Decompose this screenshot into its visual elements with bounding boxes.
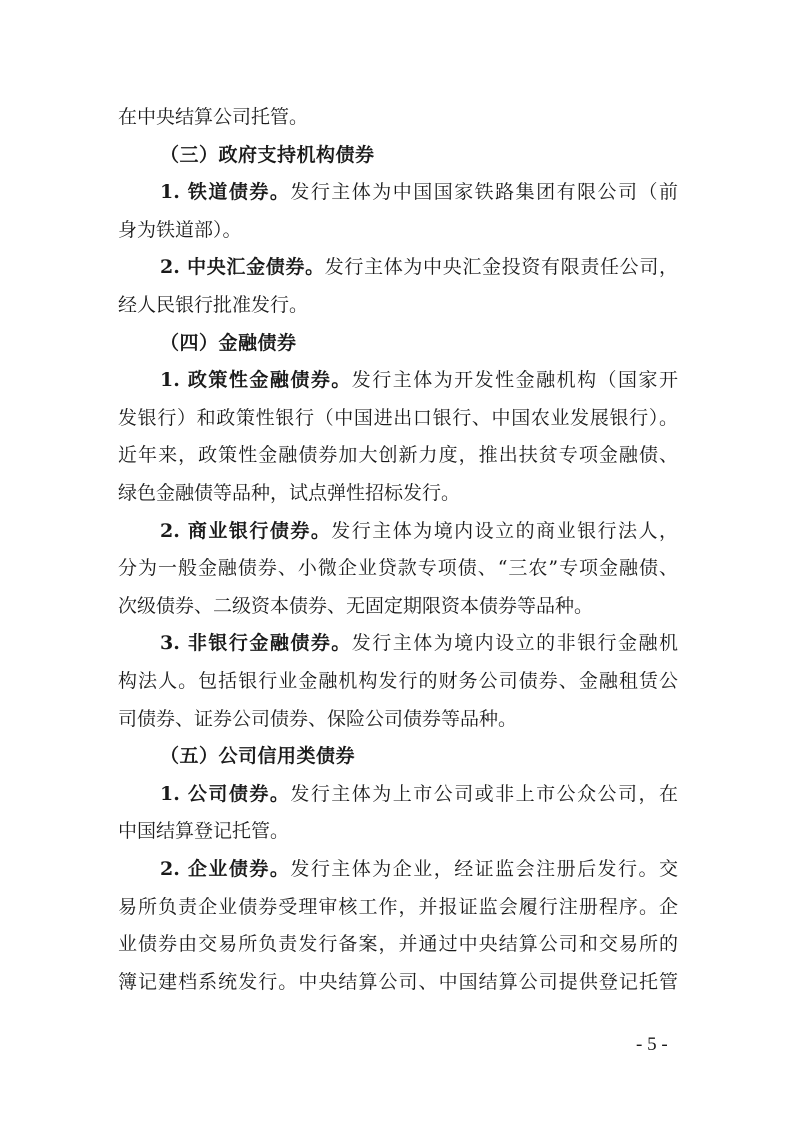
line-text: 身为铁道部）。 [118, 218, 242, 241]
paragraph-line [118, 287, 678, 325]
item-title: 1. 公司债券。 [160, 782, 291, 805]
paragraph-line [118, 550, 678, 588]
line-text: 发行主体为开发性金融机构（国家开 [351, 369, 678, 392]
paragraph-line [118, 964, 678, 1002]
page-number: - 5 - [636, 1034, 668, 1055]
line-text: 发行主体为境内设立的非银行金融机 [351, 632, 678, 655]
paragraph-line [118, 588, 678, 626]
line-text: 业债券由交易所负责发行备案，并通过中央结算公司和交易所的 [118, 933, 678, 956]
line-text: 发银行）和政策性银行（中国进出口银行、中国农业发展银行）。 [118, 406, 678, 429]
paragraph-line [160, 513, 678, 551]
paragraph-line [160, 776, 678, 814]
item-title: 1. 铁道债券。 [160, 181, 291, 204]
heading-text: （三）政府支持机构债券 [160, 143, 375, 166]
section-heading-4 [160, 325, 678, 363]
line-text: 在中央结算公司托管。 [118, 106, 309, 128]
paragraph-line [160, 625, 678, 663]
paragraph-line [118, 663, 678, 701]
paragraph-line [160, 362, 678, 400]
line-text: 发行主体为境内设立的商业银行法人， [331, 519, 678, 542]
line-text: 发行主体为中国国家铁路集团有限公司（前 [290, 181, 678, 204]
item-title: 1. 政策性金融债券。 [160, 369, 352, 392]
paragraph-line [160, 851, 678, 889]
line-text: 发行主体为企业，经证监会注册后发行。交 [290, 858, 678, 880]
line-text: 易所负责企业债券受理审核工作，并报证监会履行注册程序。企 [118, 895, 678, 918]
paragraph-line [118, 701, 678, 739]
paragraph-line [160, 174, 678, 212]
paragraph-line [118, 889, 678, 927]
line-text: 近年来，政策性金融债券加大创新力度，推出扶贫专项金融债、 [118, 444, 678, 467]
section-heading-3 [160, 137, 678, 175]
line-text: 司债券、证券公司债券、保险公司债券等品种。 [118, 707, 518, 730]
paragraph-line [160, 249, 678, 287]
paragraph-line [118, 813, 678, 851]
line-text: 次级债券、二级资本债券、无固定期限资本债券等品种。 [118, 594, 594, 617]
heading-text: （五）公司信用类债券 [160, 745, 356, 768]
line-text: 经人民银行批准发行。 [118, 294, 309, 316]
item-title: 2. 商业银行债券。 [160, 519, 332, 542]
line-text: 绿色金融债等品种，试点弹性招标发行。 [118, 482, 461, 504]
item-title: 2. 企业债券。 [160, 858, 291, 880]
item-title: 3. 非银行金融债券。 [160, 632, 352, 655]
line-text: 中国结算登记托管。 [118, 820, 290, 843]
line-text: 簿记建档系统发行。中央结算公司、中国结算公司提供登记托管 [118, 970, 678, 993]
line-text: 分为一般金融债券、小微企业贷款专项债、“三农”专项金融债、 [118, 557, 678, 580]
paragraph-line [118, 212, 678, 250]
paragraph-line [118, 99, 678, 137]
paragraph-line [118, 475, 678, 513]
line-text: 发行主体为上市公司或非上市公众公司，在 [290, 782, 678, 805]
line-text: 构法人。包括银行业金融机构发行的财务公司债券、金融租赁公 [118, 670, 678, 692]
item-title: 2. 中央汇金债券。 [160, 256, 325, 279]
line-text: 发行主体为中央汇金投资有限责任公司， [324, 256, 678, 279]
section-heading-5 [160, 738, 678, 776]
paragraph-line [118, 400, 678, 438]
heading-text: （四）金融债券 [160, 331, 297, 354]
paragraph-line [118, 437, 678, 475]
paragraph-line [118, 926, 678, 964]
